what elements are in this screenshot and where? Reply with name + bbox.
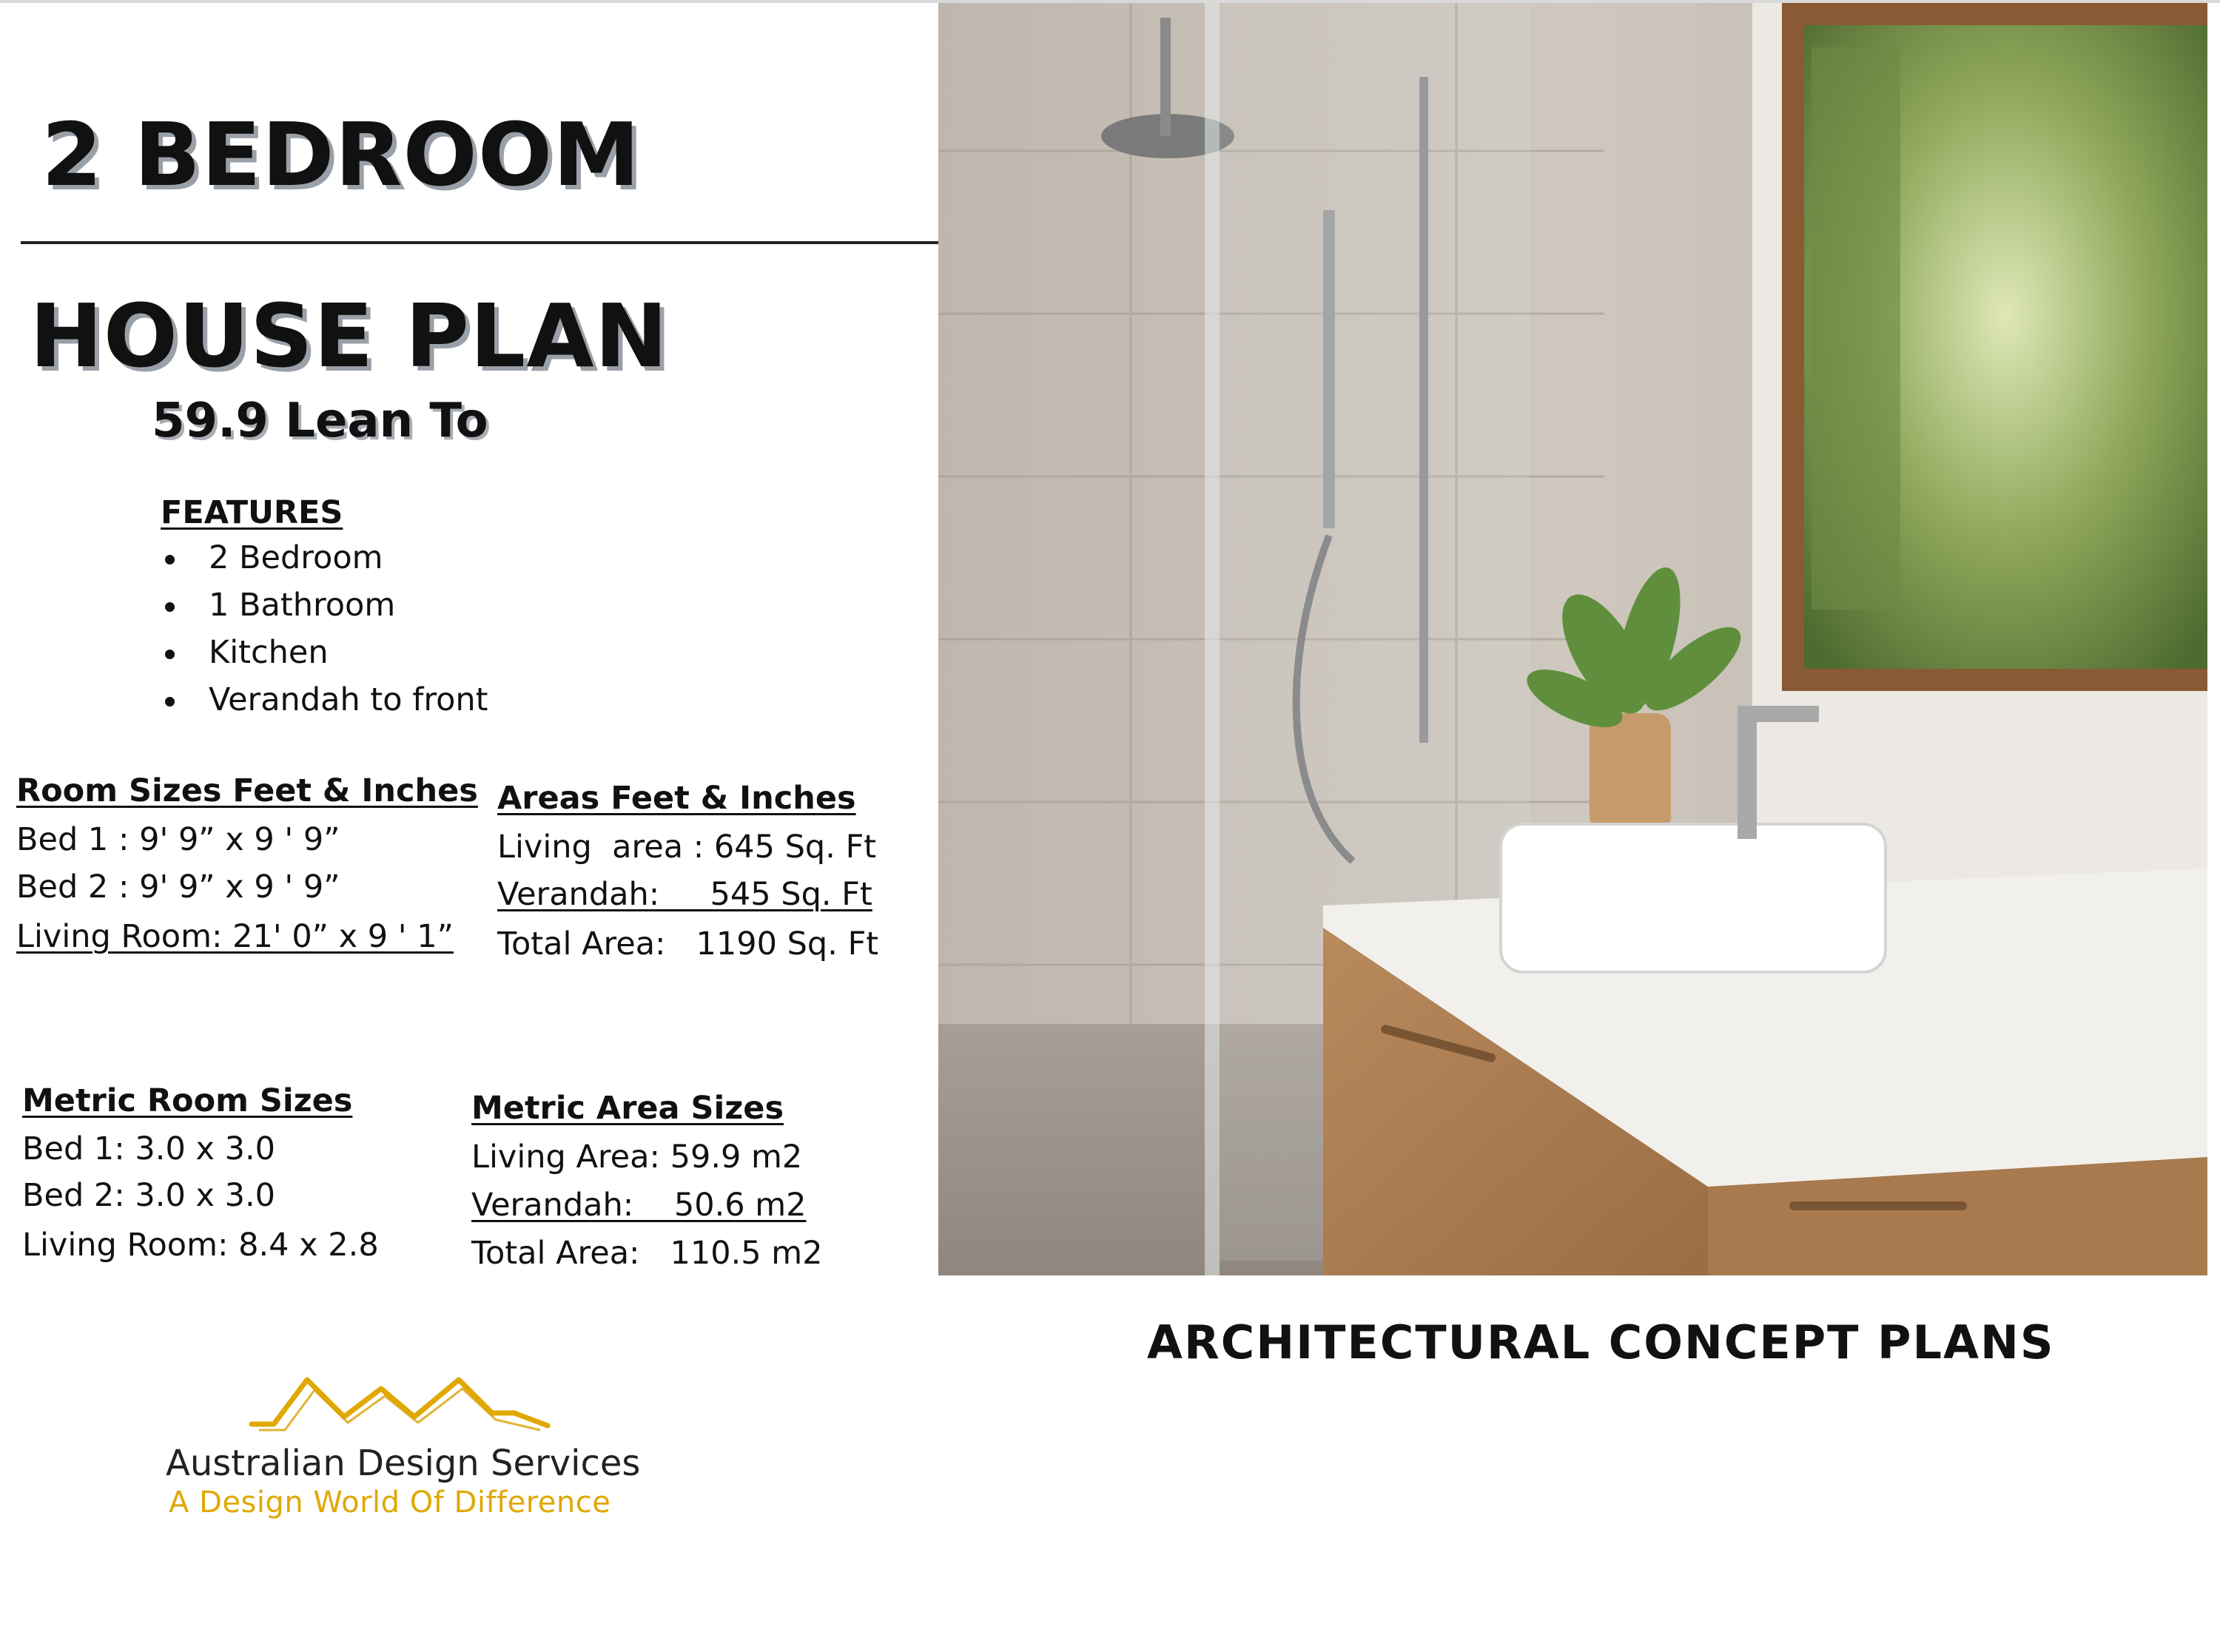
features-heading: FEATURES	[161, 494, 343, 531]
room-sizes-metric-heading: Metric Room Sizes	[22, 1082, 353, 1119]
area-row: Living area : 645 Sq. Ft	[497, 829, 877, 866]
feature-item: 1 Bathroom	[161, 590, 488, 637]
bathroom-photo	[938, 3, 2207, 1275]
logo-name: Australian Design Services	[166, 1443, 641, 1484]
area-row: Verandah: 545 Sq. Ft	[497, 876, 872, 913]
room-size-row: Bed 2 : 9' 9” x 9 ' 9”	[16, 869, 340, 906]
feature-item: Kitchen	[161, 637, 488, 684]
title-line-1: 2 BEDROOM	[41, 104, 641, 206]
feature-item: Verandah to front	[161, 684, 488, 732]
room-size-row: Living Room: 8.4 x 2.8	[22, 1227, 379, 1264]
area-row: Living Area: 59.9 m2	[471, 1139, 803, 1176]
room-size-row: Living Room: 21' 0” x 9 ' 1”	[16, 918, 454, 955]
caption: ARCHITECTURAL CONCEPT PLANS	[1147, 1315, 2055, 1369]
roofline-logo-icon	[244, 1372, 562, 1432]
areas-metric-heading: Metric Area Sizes	[471, 1090, 784, 1127]
plan-subtitle: 59.9 Lean To	[152, 394, 488, 448]
feature-item: 2 Bedroom	[161, 542, 488, 590]
room-size-row: Bed 2: 3.0 x 3.0	[22, 1177, 275, 1214]
logo-tagline: A Design World Of Difference	[169, 1486, 611, 1520]
title-divider	[21, 241, 938, 244]
areas-imperial-heading: Areas Feet & Inches	[497, 780, 856, 817]
area-row: Total Area: 110.5 m2	[471, 1235, 823, 1272]
area-row: Total Area: 1190 Sq. Ft	[497, 926, 879, 962]
title-line-2: HOUSE PLAN	[30, 285, 669, 387]
area-row: Verandah: 50.6 m2	[471, 1187, 807, 1224]
features-list	[161, 539, 488, 732]
room-size-row: Bed 1: 3.0 x 3.0	[22, 1130, 275, 1167]
room-size-row: Bed 1 : 9' 9” x 9 ' 9”	[16, 821, 340, 858]
room-sizes-imperial-heading: Room Sizes Feet & Inches	[16, 772, 478, 809]
